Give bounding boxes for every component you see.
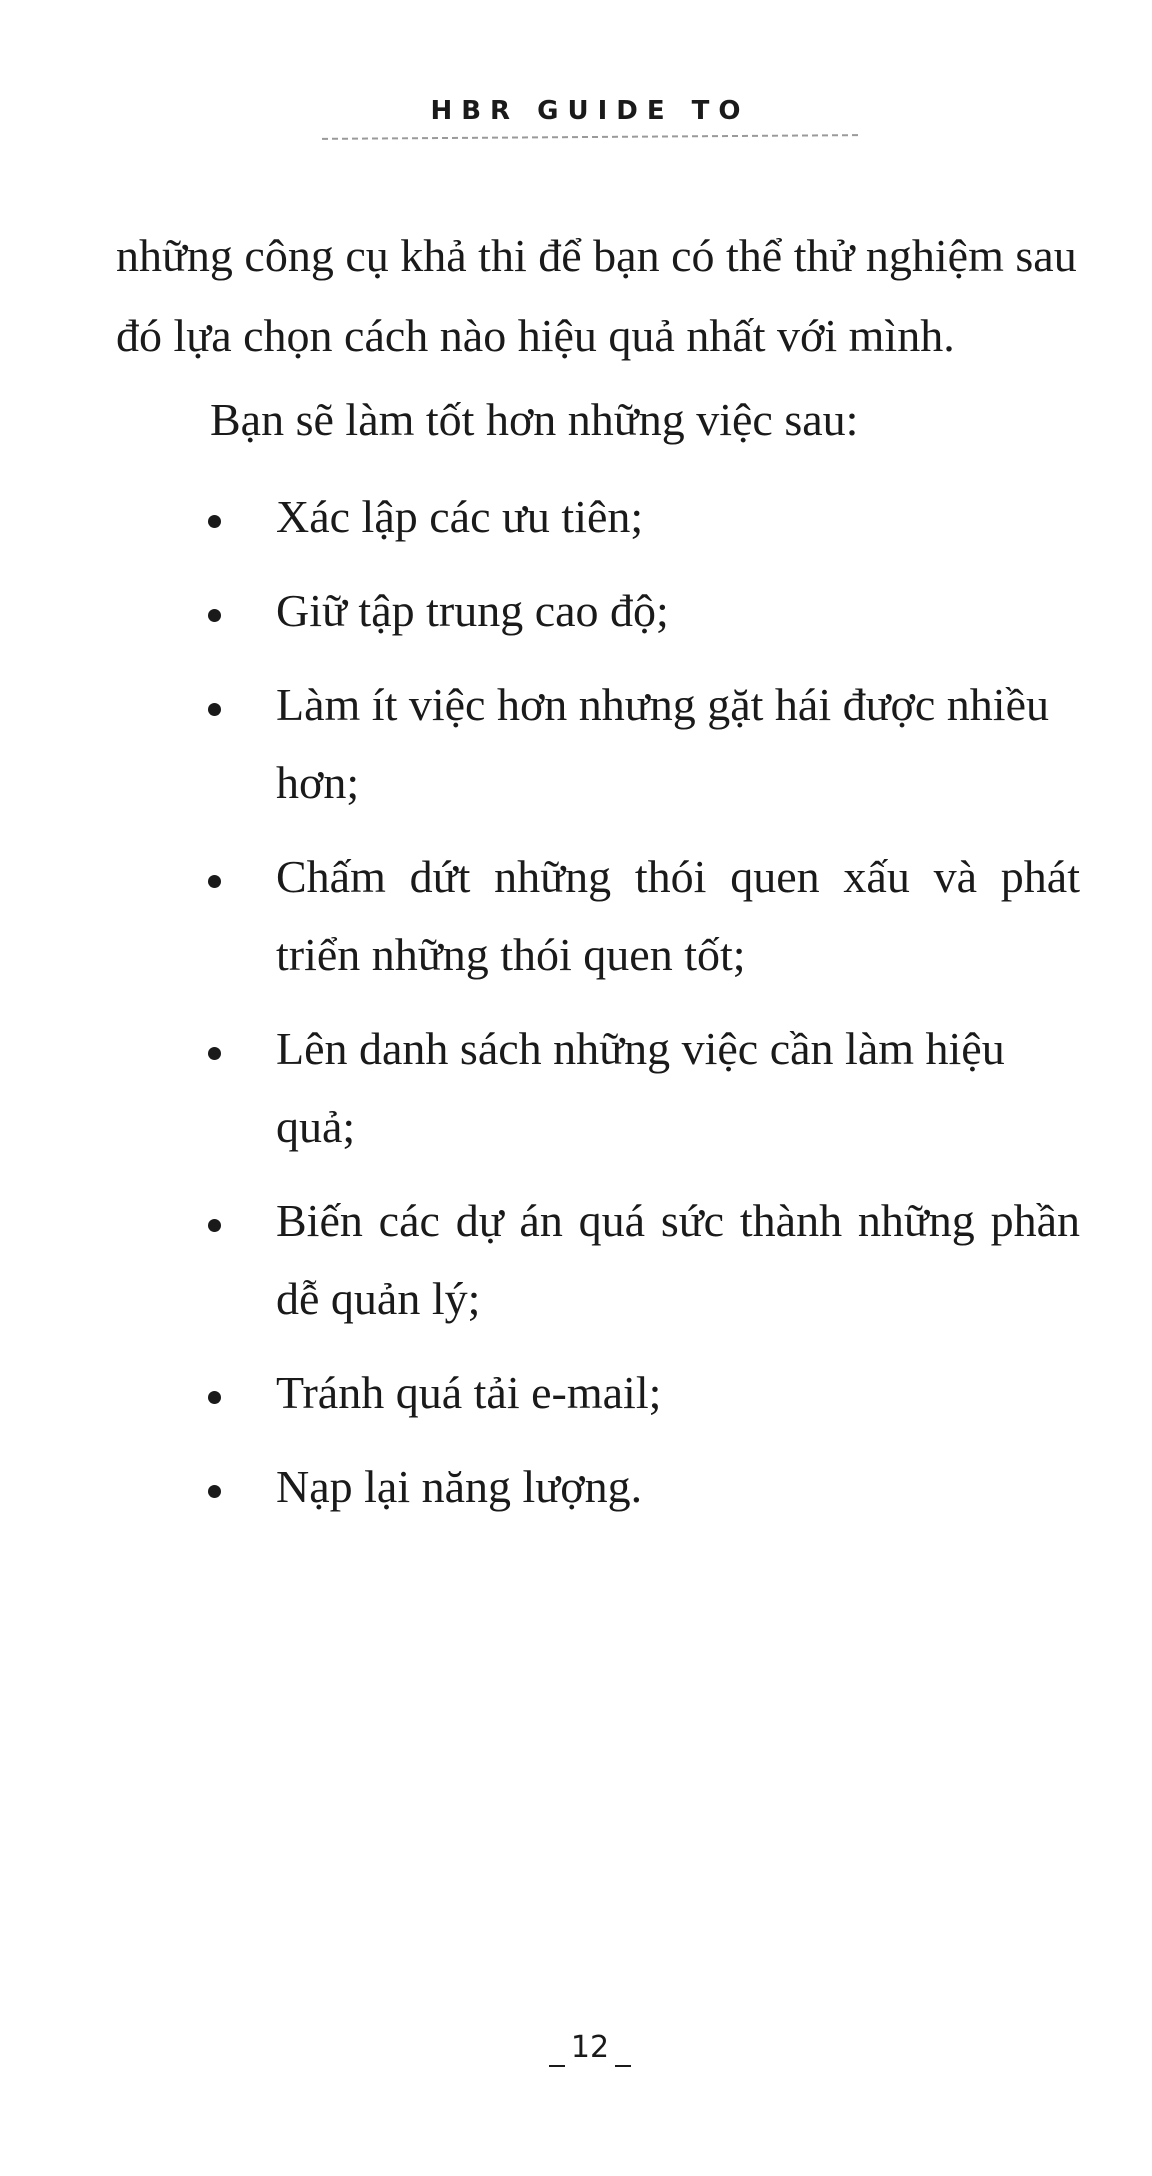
list-item: [200, 1448, 1080, 1526]
folio-dash: [615, 2065, 631, 2067]
list-item-text: Nạp lại năng lượng.: [276, 1461, 643, 1512]
list-item-text: Làm ít việc hơn nhưng gặt hái được nhiều hơn;: [276, 679, 1049, 808]
bullet-icon: [208, 875, 221, 888]
page-number-text: 12: [570, 2030, 610, 2065]
bullet-icon: [208, 609, 221, 622]
list-item: [200, 666, 1080, 822]
running-header: HBR GUIDE TO: [430, 96, 750, 126]
list-item: [200, 1182, 1080, 1338]
list-item-text: Giữ tập trung cao độ;: [276, 585, 669, 636]
list-item: [200, 1010, 1080, 1166]
benefits-list: [200, 478, 1080, 1542]
list-item: [200, 838, 1080, 994]
list-lead-in: Bạn sẽ làm tốt hơn những việc sau:: [210, 394, 859, 445]
folio-dash: [549, 2065, 565, 2067]
bullet-icon: [208, 515, 221, 528]
list-item: [200, 1354, 1080, 1432]
bullet-icon: [208, 1219, 221, 1232]
bullet-icon: [208, 1047, 221, 1060]
bullet-icon: [208, 703, 221, 716]
list-item: [200, 478, 1080, 556]
page-number: [0, 2030, 1152, 2067]
list-item-text: Lên danh sách những việc cần làm hiệu quả;: [276, 1023, 1005, 1152]
list-item-text: Chấm dứt những thói quen xấu và phát triển những thói quen tốt;: [276, 851, 1080, 980]
list-item: [200, 572, 1080, 650]
intro-paragraph: những công cụ khả thi để bạn có thể thử nghiệm sau đó lựa chọn cách nào hiệu quả nhất với mình.: [116, 230, 1077, 361]
list-item-text: Tránh quá tải e-mail;: [276, 1367, 662, 1418]
header-divider: [322, 134, 858, 140]
list-item-text: Biến các dự án quá sức thành những phần dễ quản lý;: [276, 1195, 1080, 1324]
bullet-icon: [208, 1485, 221, 1498]
list-item-text: Xác lập các ưu tiên;: [276, 491, 644, 542]
bullet-icon: [208, 1391, 221, 1404]
